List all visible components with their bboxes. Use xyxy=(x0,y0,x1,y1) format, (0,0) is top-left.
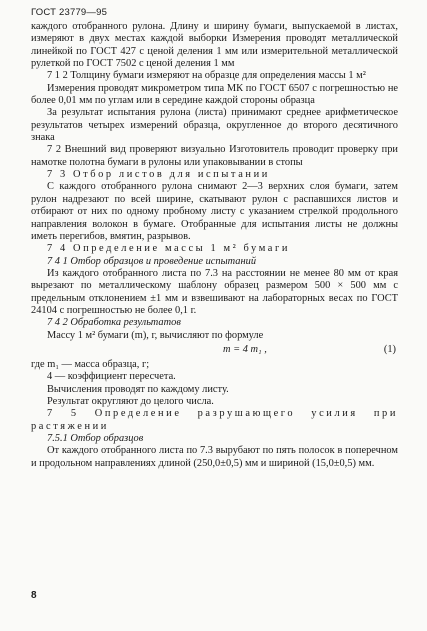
paragraph: Массу 1 м² бумаги (m), г, вычисляют по формуле xyxy=(47,329,264,341)
paragraph: каждого отобранного рулона. Длину и ширину бумаги, выпускаемой в листах, измеряют в двух местах каждой выборки Измерения проводят металлической линейкой по ГОСТ 427 с ценой деления 1 мм или измерительной металлической рулеткой по ГОСТ 7502 с ценой деления 1 мм xyxy=(31,21,398,70)
section-heading: 7 5 Определение разрушающего усилия при растяжении xyxy=(31,408,398,432)
definition-line: 4 — коэффициент пересчета. xyxy=(47,371,176,383)
definitions xyxy=(31,359,398,408)
paragraph: 7 1 2 Толщину бумаги измеряют на образце для определения массы 1 м² xyxy=(47,70,366,82)
definition-line: Результат округляют до целого числа. xyxy=(47,395,214,407)
paragraph: Измерения проводят микрометром типа МК по ГОСТ 6507 с погрешностью не более 0,01 мм по углам или в середине каждой стороны образца xyxy=(31,82,398,107)
page-header: ГОСТ 23779—95 xyxy=(31,7,108,18)
formula xyxy=(31,344,398,358)
section-heading: 7 4 Определение массы 1 м² бумаги xyxy=(47,243,291,255)
section-heading: 7 3 Отбор листов для испытании xyxy=(47,169,270,181)
paragraph: С каждого отобранного рулона снимают 2—3 верхних слоя бумаги, затем рулон надрезают по всей ширине, скатывают рулон с распавшихся листов и отбирают от них по одному пробному листу с указанием стрелкой продольного направления волокон в бумаге. Отобранные для испытания листы не должны иметь перегибов, вмятин, разрывов. xyxy=(31,181,398,242)
paragraph: 7 2 Внешний вид проверяют визуально Изготовитель проводит проверку при намотке полотна бумаги в рулоны или упаковывании в стопы xyxy=(31,144,398,168)
document-body xyxy=(31,21,398,470)
page-number: 8 xyxy=(31,590,37,601)
subsection-heading: 7 4 2 Обработка результатов xyxy=(47,317,181,329)
paragraph: Из каждого отобранного листа по 7.3 на расстоянии не менее 80 мм от края вырезают по металлическому шаблону образец размером 500 × 500 мм с предельным отклонением ±1 мм и взвешивают на лабораторных весах по ГОСТ 24104 с погрешностью не более 0,1 г. xyxy=(31,267,398,316)
subsection-heading: 7 4 1 Отбор образцов и проведение испытаний xyxy=(47,255,257,267)
paragraph: От каждого отобранного листа по 7.3 вырубают по пять полосок в поперечном и продольном направлениях длиной (250,0±0,5) мм и шириной (15,0±0,5) мм. xyxy=(31,445,398,469)
paragraph: За результат испытания рулона (листа) принимают среднее арифметическое результатов четырех измерений образца, округленное до второго десятичного знака xyxy=(31,107,398,144)
subsection-heading: 7.5.1 Отбор образцов xyxy=(47,433,144,444)
definition-line: где m₁ — масса образца, г; xyxy=(31,358,150,370)
formula-number: (1) xyxy=(383,343,396,355)
definition-line: Вычисления проводят по каждому листу. xyxy=(47,383,229,395)
formula-expression: m = 4 m₁ , xyxy=(223,343,267,355)
